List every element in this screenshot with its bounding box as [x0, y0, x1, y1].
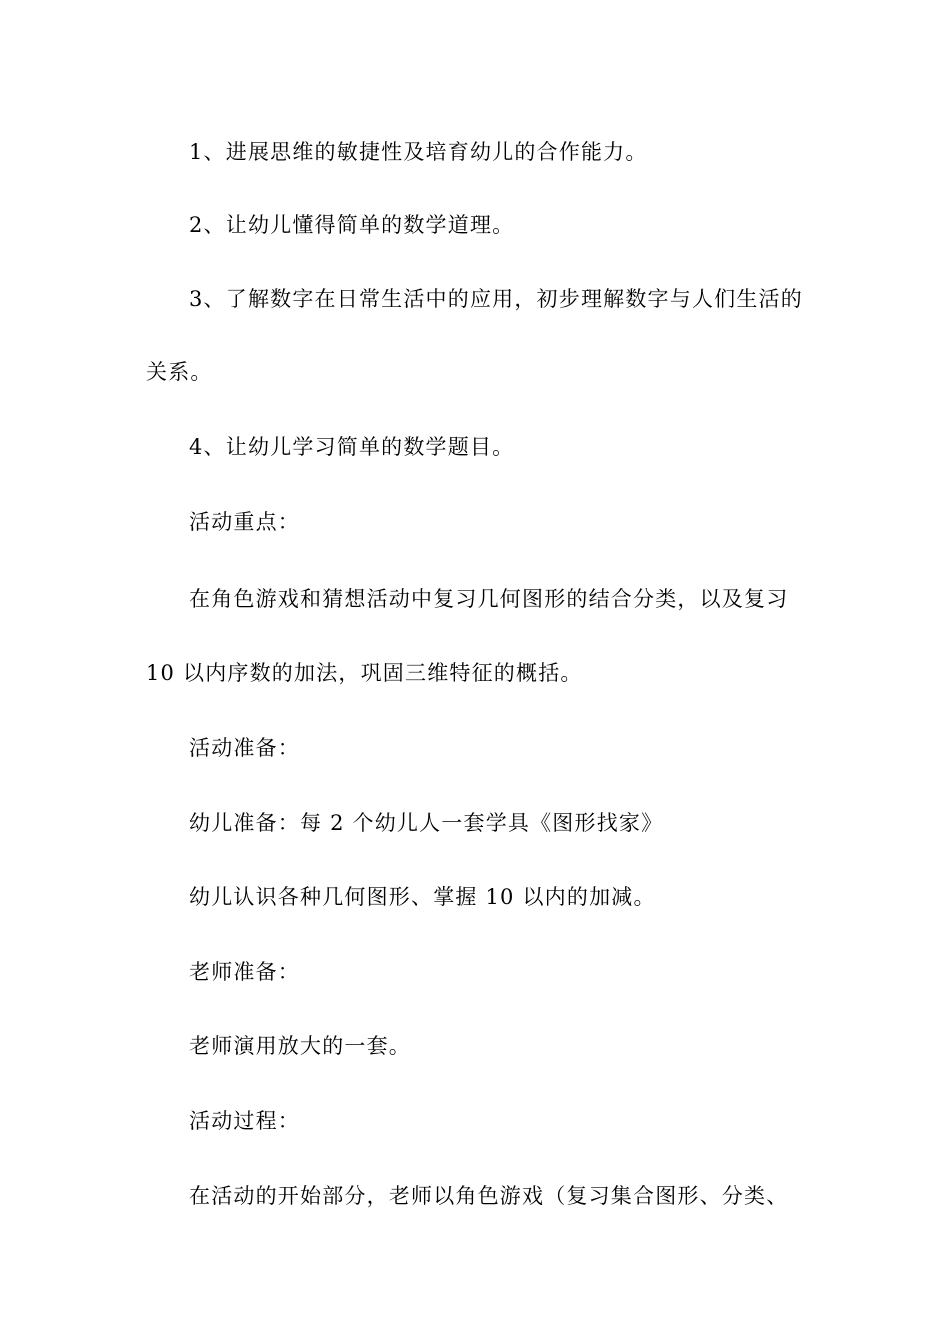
section-heading-teacher-preparation: 老师准备：	[189, 960, 300, 984]
section-heading-key-points: 活动重点：	[189, 510, 300, 534]
child-knowledge: 幼儿认识各种几何图形、掌握 10 以内的加减。	[189, 885, 656, 909]
goal-item-2: 2、让幼儿懂得简单的数学道理。	[189, 213, 515, 237]
section-heading-process: 活动过程：	[189, 1109, 300, 1133]
section-heading-preparation: 活动准备：	[189, 736, 300, 760]
key-points-text: 在角色游戏和猜想活动中复习几何图形的结合分类，以及复习	[189, 587, 789, 611]
child-preparation: 幼儿准备：每 2 个幼儿人一套学具《图形找家》	[189, 811, 664, 835]
goal-item-3-continued: 关系。	[146, 360, 213, 384]
goal-item-4: 4、让幼儿学习简单的数学题目。	[189, 435, 515, 459]
process-text: 在活动的开始部分，老师以角色游戏（复习集合图形、分类、	[189, 1184, 789, 1208]
teacher-preparation: 老师演用放大的一套。	[189, 1034, 411, 1058]
goal-item-1: 1、进展思维的敏捷性及培育幼儿的合作能力。	[189, 140, 648, 164]
goal-item-3: 3、了解数字在日常生活中的应用，初步理解数字与人们生活的	[189, 287, 803, 311]
key-points-text-continued: 10 以内序数的加法，巩固三维特征的概括。	[146, 661, 583, 685]
